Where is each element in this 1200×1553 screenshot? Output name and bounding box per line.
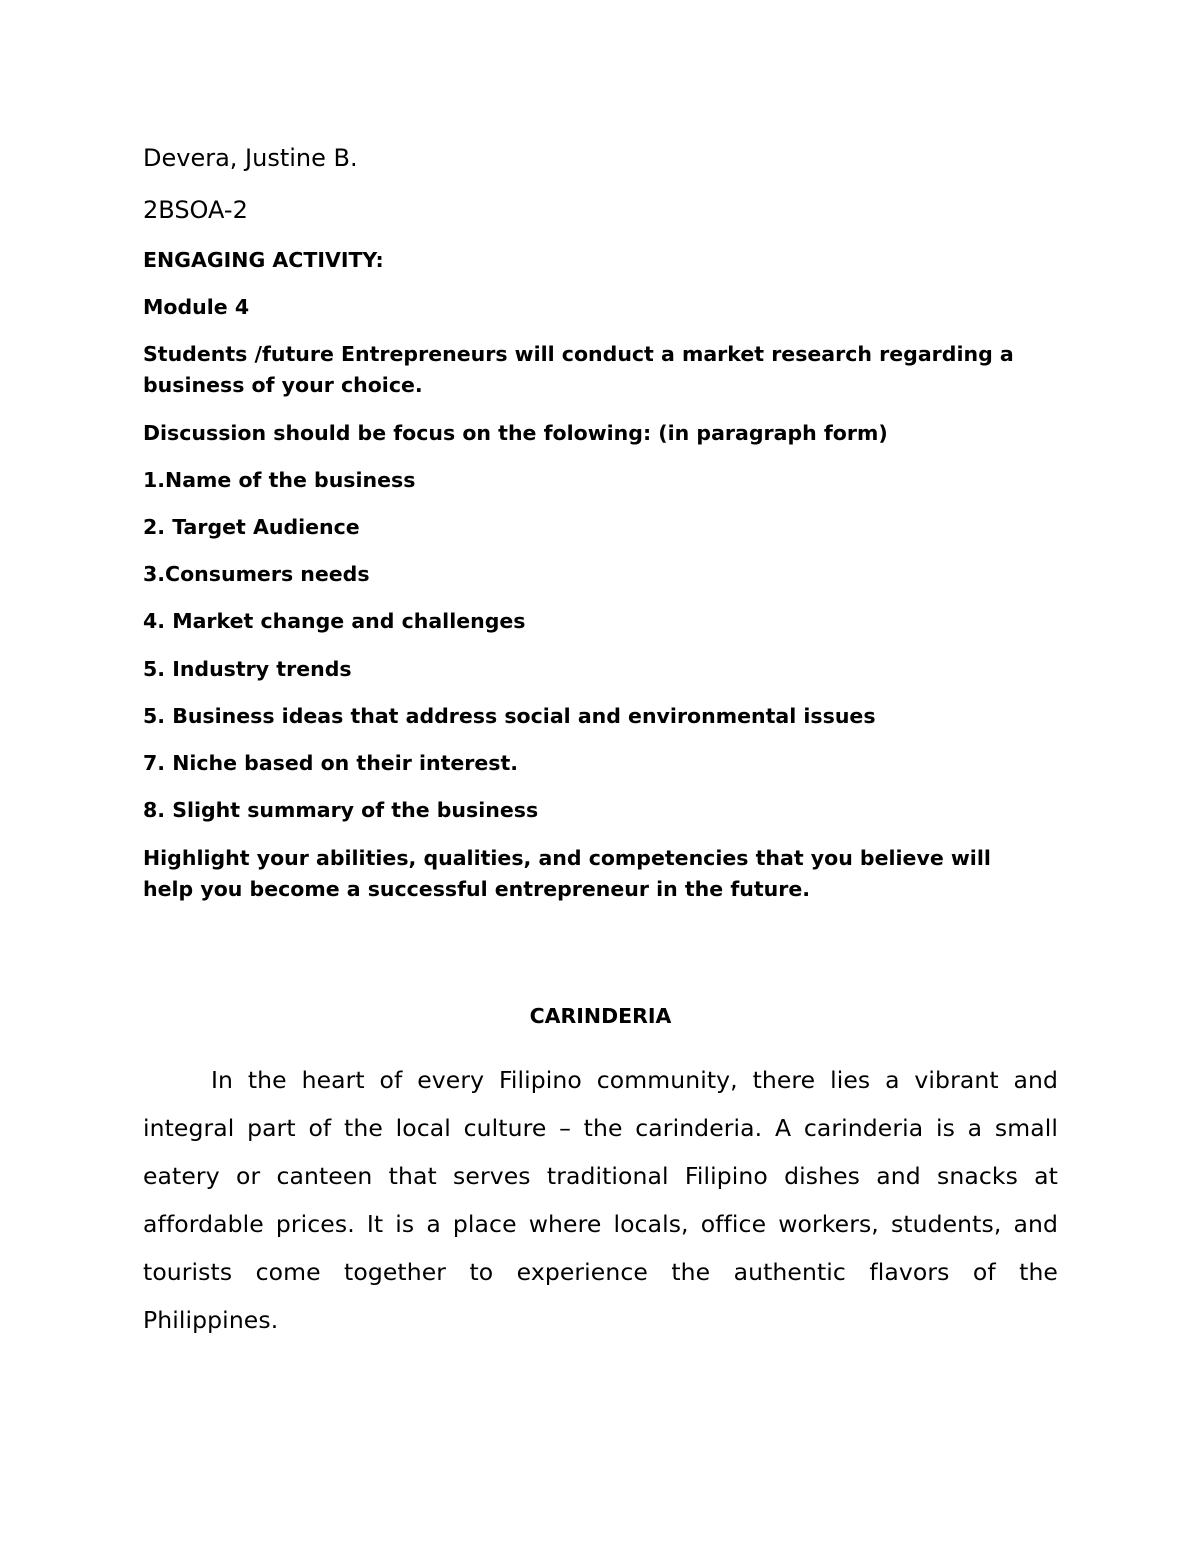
- list-item: 5. Business ideas that address social and environmental issues: [143, 704, 876, 728]
- list-item: 3.Consumers needs: [143, 562, 370, 586]
- student-section: 2BSOA-2: [143, 196, 248, 224]
- student-name: Devera, Justine B.: [143, 144, 358, 172]
- module-label: Module 4: [143, 295, 250, 319]
- list-item: 5. Industry trends: [143, 657, 352, 681]
- list-item: 4. Market change and challenges: [143, 609, 526, 633]
- list-item: 1.Name of the business: [143, 468, 416, 492]
- highlight-instruction: Highlight your abilities, qualities, and competencies that you believe will help you become a successful entrepreneur in the future.: [143, 846, 991, 901]
- essay-title: CARINDERIA: [529, 1004, 672, 1028]
- essay-paragraph: In the heart of every Filipino community, there lies a vibrant and integral part of the local culture – the carinderia. A carinderia is a small eatery or canteen that serves traditional Filipino dishes and snacks at affordable prices. It is a place where locals, office workers, students, and tourists come together to experience the authentic flavors of the Philippines.: [143, 1066, 1058, 1334]
- instruction-text: Students /future Entrepreneurs will conduct a market research regarding a business of your choice.: [143, 342, 1014, 397]
- list-item: 7. Niche based on their interest.: [143, 751, 519, 775]
- list-item: 2. Target Audience: [143, 515, 360, 539]
- list-item: 8. Slight summary of the business: [143, 798, 539, 822]
- activity-heading: ENGAGING ACTIVITY:: [143, 248, 384, 272]
- discussion-intro: Discussion should be focus on the folowing: (in paragraph form): [143, 421, 888, 445]
